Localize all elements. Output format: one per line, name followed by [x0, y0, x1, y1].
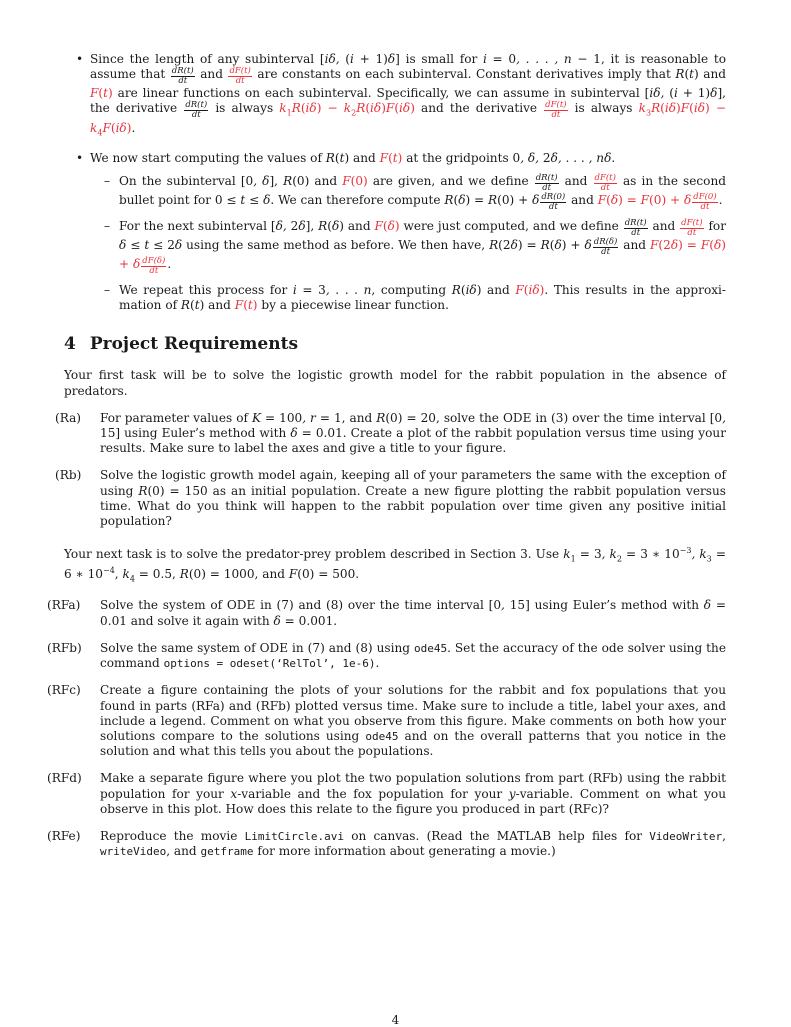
task-label: (Rb) [55, 468, 82, 483]
task-label: (RFb) [47, 640, 82, 655]
bullet-dot: • [76, 150, 84, 165]
code-options: options = odeset(‘RelTol’, 1e-6) [163, 657, 376, 671]
section-heading [64, 334, 726, 355]
task-label: (RFa) [47, 598, 81, 613]
document-page [47, 52, 727, 871]
paragraph-next-task: Your next task is to solve the predator-prey problem described in Section 3. Use $k_1 = 3$, $k_2 = 3$ ∗ $10^{-3}$, $k_3 = 6$ ∗ $10^{-4}$, $k_4 = 0.5$, R(0) = 1000, and F(0) = 500. [64, 546, 726, 584]
task-rfb: (RFb) Solve the same system of ODE in (7) and (8) using ode45. Set the accuracy of the ode solver using the command options = odeset(‘RelTol’, 1e-6). [47, 640, 726, 671]
bullet-dot: • [76, 52, 84, 66]
subitem-next-interval: – For the next subinterval [δ, 2δ], R(δ) and F(δ) were just computed, and we define $\frac{dR(t)}{dt}$ and $\frac{dF(t)}{dt}$ for δ ≤ t ≤ 2δ using the same method as before. We then have, R(2δ) = R(δ) + δ $\frac{dR(\delta)}{dt}$ and F(2δ) = F(δ) + δ $\frac{dF(\delta)}{dt}$ . [104, 217, 726, 276]
task-ra: (Ra) For parameter values of K = 100, r = 1, and R(0) = 20, solve the ODE in (3) over the time interval [0, 15] using Euler’s method with δ = 0.01. Create a plot of the rabbit population versus time using your results. Make sure to label the axes and give a title to your figure. [55, 410, 726, 456]
task-label: (RFc) [47, 683, 81, 698]
subitem-dash: – [104, 173, 111, 188]
task-rfe: (RFe) Reproduce the movie LimitCircle.avi on canvas. (Read the MATLAB help files for VideoWriter, writeVideo, and getframe for more information about generating a movie.) [47, 828, 726, 859]
task-rfd: (RFd) Make a separate figure where you plot the two population solutions from part (RFb) using the rabbit population for your x-variable and the fox population for your y-variable. Comment on what you observe in this plot. How does this relate to the figure you produced in part (RFc)? [47, 771, 727, 816]
subitem-repeat: – We repeat this process for i = 3, . . . n, computing R(iδ) and F(iδ). This results in the approxi- mation of R(t) and F(t) by a piecewise linear function. [104, 282, 726, 313]
section-title: Project Requirements [89, 334, 299, 355]
paragraph-first-task: Your first task will be to solve the logistic growth model for the rabbit population in the absence of predators. [64, 368, 726, 398]
page-number: 4 [391, 1013, 400, 1027]
task-label: (RFd) [47, 771, 82, 786]
task-rfa: (RFa) Solve the system of ODE in (7) and (8) over the time interval [0, 15] using Euler’s method with δ = 0.01 and solve it again with δ = 0.001. [47, 598, 726, 628]
code-videowriter: VideoWriter [649, 829, 723, 843]
section-number: 4 [64, 334, 76, 355]
code-limitcircle: LimitCircle.avi [244, 829, 344, 843]
code-ode45: ode45 [413, 641, 448, 655]
bullet-constant-derivatives: • Since the length of any subinterval [iδ, (i + 1)δ] is small for i = 0, . . . , n − 1, it is reasonable to assume that $\frac{dR(t)}{dt}$ and $\frac{dF(t)}{dt}$ are constants on each subinterval. Constant derivatives imply that R(t) and F(t) are linear functions on each subinterval. Specifically, we can assume in subinterval [iδ, (i + 1)δ], the derivative $\frac{dR(t)}{dt}$ is always $k_1R(i\delta) - k_2R(i\delta)F(i\delta)$ and the derivative $\frac{dF(t)}{dt}$ is always $k_3R(i\delta)F(i\delta) - k_4F(i\delta)$. [76, 52, 727, 138]
code-writevideo: writeVideo [100, 845, 167, 859]
subitem-dash: – [104, 282, 111, 297]
task-label: (RFe) [47, 828, 81, 843]
subitem-dash: – [104, 218, 111, 233]
code-getframe: getframe [200, 845, 254, 859]
bullet-gridpoints: • We now start computing the values of R(t) and F(t) at the gridpoints 0, δ, 2δ, . . . , nδ. [76, 150, 616, 165]
subitem-first-interval: – On the subinterval [0, δ], R(0) and F(0) are given, and we define $\frac{dR(t)}{dt}$ and $\frac{dF(t)}{dt}$ as in the second bullet point for 0 ≤ t ≤ δ. We can therefore compute R(δ) = R(0) + δ $\frac{dR(0)}{dt}$ and F(δ) = F(0) + δ $\frac{dF(0)}{dt}$ . [104, 172, 726, 212]
task-label: (Ra) [55, 410, 82, 425]
task-rb: (Rb) Solve the logistic growth model again, keeping all of your parameters the same with the exception of using R(0) = 150 as an initial population. Create a new figure plotting the rabbit population versus time. What do you think will happen to the rabbit population over time given any positive initial population? [55, 468, 726, 529]
code-ode45: ode45 [365, 729, 399, 743]
task-rfc: (RFc) Create a figure containing the plots of your solutions for the rabbit and fox populations that you found in parts (RFa) and (RFb) plotted versus time. Make sure to include a title, label your axes, and include a legend. Comment on what you observe from this figure. Make comments on both how your solutions compare to the solutions using ode45 and on the overall patterns that you notice in the solution and what this tells you about the populations. [47, 683, 726, 759]
